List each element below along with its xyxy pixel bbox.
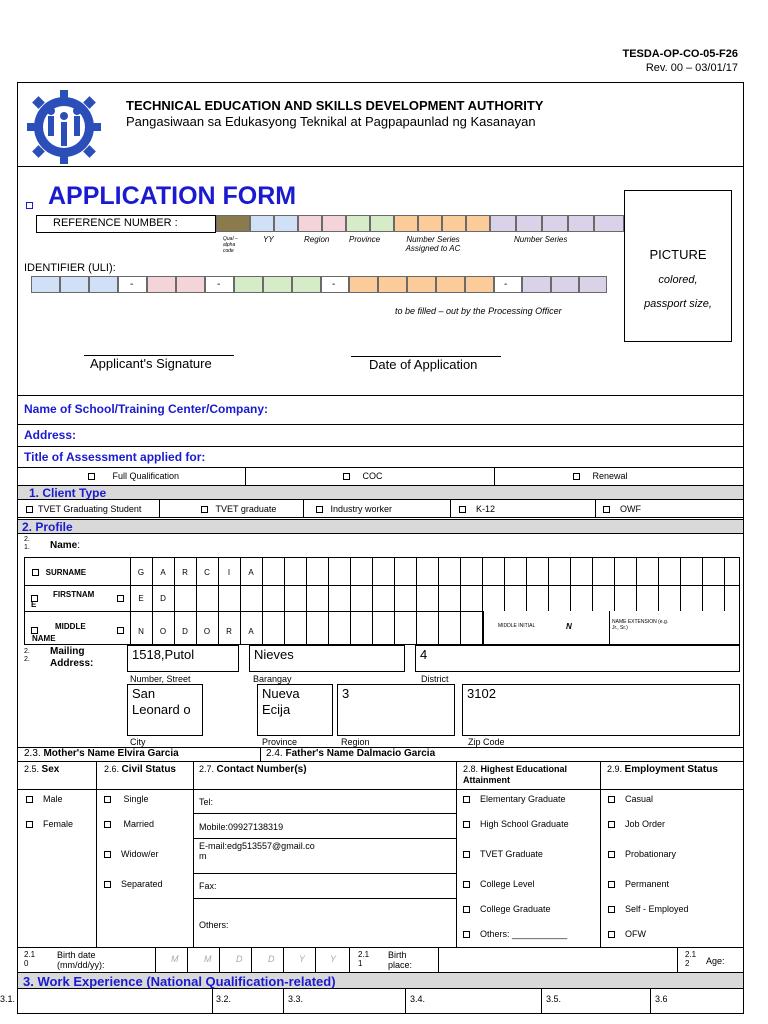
reference-label: REFERENCE NUMBER : [36, 215, 216, 233]
surname-letter: A [248, 568, 254, 577]
processing-note: to be filled – out by the Processing Officer [395, 306, 562, 316]
divider [193, 873, 456, 874]
edu-high-school[interactable]: High School Graduate [463, 819, 569, 829]
name-num: 2. 1. [24, 536, 30, 551]
signature-label: Applicant's Signature [90, 356, 212, 371]
school-label: Name of School/Training Center/Company: [24, 402, 269, 416]
edu-college-level[interactable]: College Level [463, 879, 535, 889]
work-col-6: 3.6 [655, 994, 668, 1004]
surname-letter: A [160, 568, 166, 577]
divider [17, 789, 744, 790]
middle-tail: NAME [32, 634, 56, 643]
emp-probationary[interactable]: Probationary [608, 849, 676, 859]
divider [17, 424, 744, 425]
surname-letter: I [227, 568, 231, 577]
age-label[interactable]: Age: [706, 956, 725, 966]
edu-elementary[interactable]: Elementary Graduate [463, 794, 566, 804]
civil-single[interactable]: Single [104, 794, 149, 804]
name-ext-label: NAME EXTENSION (e.g. Jr., Sr.) [612, 619, 669, 631]
mailing-address-label: Address: [50, 658, 94, 669]
uli-dash-2: - [217, 279, 221, 290]
revision: Rev. 00 – 03/01/17 [645, 62, 738, 74]
work-heading: 3. Work Experience (National Qualification-related) [23, 974, 336, 989]
bdate-boxes[interactable] [155, 948, 350, 972]
assessment-coc[interactable]: COC [343, 471, 383, 481]
reference-boxes[interactable] [216, 215, 624, 233]
work-col-4: 3.4. [410, 994, 426, 1004]
zip-label: Zip Code [468, 737, 505, 747]
middle-check[interactable] [31, 622, 38, 640]
civil-married[interactable]: Married [104, 819, 154, 829]
middle-extra [483, 611, 739, 644]
firstname-tail: E [31, 600, 37, 609]
contact-fax[interactable]: Fax: [199, 881, 217, 891]
district-input[interactable]: 4 [415, 645, 740, 672]
divider [541, 989, 542, 1014]
client-type-heading: 1. Client Type [29, 486, 107, 500]
edu-others[interactable]: Others: ___________ [463, 929, 567, 939]
bdate-d2: D [268, 954, 275, 964]
tesda-logo [24, 88, 104, 166]
region-label: Region [341, 737, 370, 747]
bdate-d1: D [236, 954, 243, 964]
middle-initial-value[interactable]: N [566, 622, 572, 631]
province-label: Province [262, 737, 298, 747]
divider [17, 761, 744, 762]
divider [260, 747, 261, 761]
picture-box[interactable] [624, 190, 732, 342]
form-code: TESDA-OP-CO-05-F26 [622, 48, 738, 60]
edu-header: 2.8. Highest Educational Attainment [463, 764, 568, 785]
civil-header: 2.6. Civil Status [104, 764, 176, 775]
profile-bar [17, 519, 744, 534]
district-label: District [421, 674, 449, 684]
assessment-renewal[interactable]: Renewal [573, 471, 628, 481]
divider [405, 989, 406, 1014]
emp-ofw[interactable]: OFW [608, 929, 646, 939]
emp-casual[interactable]: Casual [608, 794, 653, 804]
divider [283, 989, 284, 1014]
contact-tel[interactable]: Tel: [199, 797, 214, 807]
name-label: Name: [50, 540, 81, 551]
middle-check-2[interactable] [117, 622, 124, 640]
province-input[interactable]: Nueva Ecija [257, 684, 333, 736]
barangay-label: Barangay [253, 674, 292, 684]
divider [494, 467, 495, 485]
sex-female[interactable]: Female [26, 819, 73, 829]
ref-legend-province: Province [349, 235, 381, 244]
middle-letter: O [159, 627, 167, 636]
agency-name: TECHNICAL EDUCATION AND SKILLS DEVELOPMENT AUTHORITY [126, 98, 544, 113]
middle-letter: D [182, 627, 188, 636]
emp-job-order[interactable]: Job Order [608, 819, 665, 829]
divider [595, 500, 596, 518]
work-col-1: 3.1. [0, 994, 16, 1004]
form-title: APPLICATION FORM [48, 182, 297, 210]
surname-label: SURNAME [32, 568, 86, 577]
divider [450, 500, 451, 518]
uli-dash-1: - [130, 279, 134, 290]
contact-header: 2.7. Contact Number(s) [199, 764, 307, 775]
title-bullet [26, 197, 33, 215]
bplace-input[interactable] [438, 948, 678, 972]
city-label: City [130, 737, 146, 747]
surname-letter: R [182, 568, 188, 577]
emp-header: 2.9. Employment Status [607, 764, 718, 775]
work-col-2: 3.2. [216, 994, 232, 1004]
civil-separated[interactable]: Separated [104, 879, 163, 889]
bdate-y1: Y [299, 954, 306, 964]
bplace-num: 2.1 1 [358, 950, 370, 968]
uli-boxes[interactable] [31, 276, 607, 294]
barangay-input[interactable]: Nieves [249, 645, 405, 672]
bdate-m1: M [171, 954, 179, 964]
bdate-y2: Y [330, 954, 337, 964]
street-label: Number, Street [130, 674, 191, 684]
street-input[interactable]: 1518,Putol [127, 645, 239, 672]
ref-legend-qual: Qual – alpha code [223, 236, 238, 254]
divider [17, 446, 744, 447]
edu-college-graduate[interactable]: College Graduate [463, 904, 551, 914]
firstname-check[interactable] [31, 590, 38, 608]
work-col-5: 3.5. [546, 994, 562, 1004]
address-label: Address: [24, 428, 77, 442]
firstname-check-2[interactable] [117, 590, 124, 608]
divider [193, 898, 456, 899]
contact-others[interactable]: Others: [199, 920, 229, 930]
divider [609, 611, 610, 644]
surname-letter: C [204, 568, 210, 577]
city-input[interactable]: San Leonard o [127, 684, 203, 736]
date-label: Date of Application [369, 357, 478, 372]
contact-mobile[interactable]: Mobile:09927138319 [199, 822, 284, 832]
header-divider [17, 166, 744, 167]
divider [650, 989, 651, 1014]
divider [193, 813, 456, 814]
sex-header: 2.5. Sex [24, 764, 60, 775]
divider [17, 395, 744, 396]
surname-letter: G [137, 568, 145, 577]
client-tvet-graduate[interactable]: TVET graduate [201, 504, 276, 514]
middle-letter: O [203, 627, 211, 636]
uli-dash-3: - [332, 279, 336, 290]
bdate-m2: M [204, 954, 212, 964]
age-num: 2.1 2 [685, 950, 697, 968]
bplace-label: Birth place: [388, 950, 413, 970]
firstname-label: FIRSTNAM [53, 590, 95, 599]
middle-letter: R [226, 627, 232, 636]
divider [212, 989, 213, 1014]
middle-letter: A [248, 627, 254, 636]
picture-title: PICTURE [649, 247, 707, 262]
client-owf[interactable]: OWF [603, 504, 641, 514]
sex-male[interactable]: Male [26, 794, 63, 804]
region-input[interactable]: 3 [337, 684, 455, 736]
picture-line1: colored, [658, 274, 698, 286]
emp-permanent[interactable]: Permanent [608, 879, 669, 889]
assessment-full[interactable]: Full Qualification [88, 471, 179, 481]
divider [159, 500, 160, 518]
emp-self-employed[interactable]: Self - Employed [608, 904, 689, 914]
zip-input[interactable]: 3102 [462, 684, 740, 736]
divider [17, 467, 744, 468]
ref-legend-number-series-ac: Number Series Assigned to AC [405, 235, 461, 253]
ref-legend-region: Region [304, 235, 330, 244]
middle-label: MIDDLE [55, 622, 86, 631]
civil-widower[interactable]: Widow/er [104, 849, 159, 859]
edu-tvet[interactable]: TVET Graduate [463, 849, 543, 859]
ref-legend-yy: YY [263, 235, 274, 244]
mother-name[interactable]: 2.3. Mother's Name Elvira Garcia [24, 748, 179, 759]
assessment-label: Title of Assessment applied for: [24, 450, 206, 464]
uli-label: IDENTIFIER (ULI): [24, 262, 116, 274]
client-industry-worker[interactable]: Industry worker [316, 504, 392, 514]
mailing-num: 2. 2. [24, 648, 30, 663]
bdate-num: 2.1 0 [24, 950, 36, 968]
firstname-letter: E [138, 594, 144, 603]
firstname-letter: D [160, 594, 166, 603]
mailing-label: Mailing [50, 646, 85, 657]
ref-legend-number-series: Number Series [514, 235, 568, 244]
work-col-3: 3.3. [288, 994, 304, 1004]
middle-initial-label: MIDDLE INITIAL [498, 623, 536, 629]
agency-tagline: Pangasiwaan sa Edukasyong Teknikal at Pagpapaunlad ng Kasanayan [126, 114, 536, 129]
divider [193, 838, 456, 839]
divider [303, 500, 304, 518]
contact-email[interactable]: E-mail:edg513557@gmail.com [199, 841, 315, 861]
work-bar [17, 972, 744, 989]
client-k12[interactable]: K-12 [459, 504, 495, 514]
picture-line2: passport size, [644, 298, 712, 310]
bdate-label: Birth date (mm/dd/yy): [57, 950, 105, 970]
middle-letter: N [138, 627, 144, 636]
client-tvet-graduating[interactable]: TVET Graduating Student [26, 504, 141, 514]
client-type-bar [17, 485, 744, 500]
profile-heading: 2. Profile [22, 520, 73, 534]
uli-dash-4: - [504, 279, 508, 290]
father-name[interactable]: 2.4. Father's Name Dalmacio Garcia [266, 748, 436, 759]
divider [245, 467, 246, 485]
